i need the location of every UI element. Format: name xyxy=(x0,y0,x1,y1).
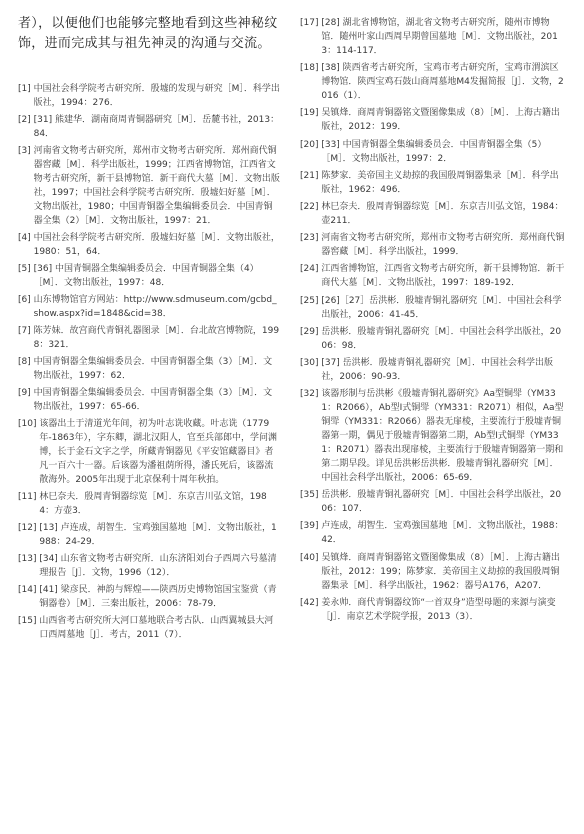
reference-entry xyxy=(18,293,280,321)
reference-text: [13] 卢连成，胡智生．宝鸡強国墓地［M］．文物出版社，1988：24-29． xyxy=(39,523,277,547)
left-column xyxy=(18,0,280,645)
reference-number: [8] xyxy=(18,357,34,367)
reference-number: [1] xyxy=(18,84,34,94)
reference-number: [3] xyxy=(18,146,34,156)
reference-entry xyxy=(18,144,280,228)
lead-paragraph: 者），以便他们也能够完整地看到这些神秘纹饰，进而完成其与祖先神灵的沟通与交流。 xyxy=(18,16,278,51)
reference-entry xyxy=(18,113,280,141)
reference-number: [32] xyxy=(300,389,322,400)
reference-number: [5] xyxy=(18,264,34,274)
reference-entry xyxy=(18,552,280,580)
reference-text: [34] 山东省文物考古研究所．山东济阳刘台子西周六号墓清理报告［J］．文物，1996（12）． xyxy=(39,554,277,578)
reference-text: 河南省文物考古研究所，郑州市文物考古研究所．郑州商代铜器窖藏［M］．科学出版社，1999；江西省博物馆，江西省文物考古研究所，新干县博物馆．新干商代大墓［M］．文物出版社，1997；中国社会科学院考古研究所．殷墟妇好墓［M］．文物出版社，1980；中国青铜器全集编辑委员会．中国青铜器全集（2）［M］．文物出版社，1997：21． xyxy=(33,146,280,226)
reference-entry xyxy=(300,61,566,103)
reference-number: [10] xyxy=(18,419,40,429)
reference-list-right xyxy=(300,16,566,624)
reference-number: [19] xyxy=(300,108,322,119)
reference-number: [14] xyxy=(18,585,40,595)
reference-number: [2] xyxy=(18,115,34,125)
reference-text: 林巳奈夫．殷周青铜器综览［M］．东京吉川弘文馆，1984：壶211． xyxy=(321,201,564,226)
reference-text: 该器形制与岳洪彬《殷墟青铜礼器研究》Aa型铜斝（YM331：R2066），Ab型Ⅰ式铜斝（YM331：R2071）相似，Aa型铜斝（YM331：R2066）器表无扉棱，主要流行于殷墟青铜器第一期，偶见于殷墟青铜器第二期，Ab型Ⅰ式铜斝（YM331：R2071）器表出现扉棱，主要流行于殷墟青铜器第一期和第二期早段。详见岳洪彬岳洪彬．殷墟青铜礼器研究［M］．中国社会科学出版社，2006：65-69． xyxy=(321,389,564,484)
reference-entry xyxy=(18,583,280,611)
reference-text: 岳洪彬．殷墟青铜礼器研究［M］．中国社会科学出版社，2006：98． xyxy=(321,326,562,351)
reference-number: [9] xyxy=(18,388,34,398)
reference-entry xyxy=(300,356,566,384)
reference-number: [11] xyxy=(18,492,40,502)
reference-entry xyxy=(300,325,566,353)
reference-text: 吴镇烽．商周青铜器铭文暨图像集成（8）［M］．上海古籍出版社，2012：199． xyxy=(321,108,560,133)
reference-entry xyxy=(300,16,566,58)
reference-number: [13] xyxy=(18,554,40,564)
reference-text: 岳洪彬．殷墟青铜礼器研究［M］．中国社会科学出版社，2006：107． xyxy=(321,490,562,515)
reference-entry xyxy=(18,417,280,487)
right-column xyxy=(300,0,566,627)
reference-number: [4] xyxy=(18,233,34,243)
reference-text: 河南省文物考古研究所，郑州市文物考古研究所．郑州商代铜器窖藏［M］．科学出版社，1999． xyxy=(321,233,565,258)
reference-number: [15] xyxy=(18,616,40,626)
reference-text: [37] 岳洪彬．殷墟青铜礼器研究［M］．中国社会科学出版社，2006：90-93． xyxy=(321,357,553,382)
reference-number: [17] xyxy=(300,18,322,28)
reference-entry xyxy=(300,519,566,547)
reference-number: [29] xyxy=(300,326,322,337)
reference-entry xyxy=(300,551,566,593)
reference-text: 中国社会科学院考古研究所．殷墟的发现与研究［M］．科学出版社，1994：276． xyxy=(33,84,280,108)
reference-entry xyxy=(18,355,280,383)
reference-text: 山西省考古研究所大河口墓地联合考古队．山西翼城县大河口西周墓地［J］．考古，2011（7）． xyxy=(39,616,274,640)
reference-text: 陈芳妹．故宫商代青铜礼器图录［M］．台北故宫博物院，1998：321． xyxy=(33,326,280,350)
reference-number: [20] xyxy=(300,139,322,150)
reference-number: [24] xyxy=(300,264,322,275)
reference-text: 吴镇烽．商周青铜器铭文暨图像集成（8）［M］．上海古籍出版社，2012：199；陈梦家．美帝国主义劫掠的我国殷周铜器集录［M］．科学出版社，1962：器号A176，A207． xyxy=(321,552,560,591)
reference-text: [31] 熊建华．湖南商周青铜器研究［M］．岳麓书社，2013：84． xyxy=(33,115,280,139)
reference-text: 卢连成，胡智生．宝鸡強国墓地［M］．文物出版社，1988：42． xyxy=(321,521,564,546)
reference-entry xyxy=(18,490,280,518)
reference-number: [12] xyxy=(18,523,40,533)
reference-entry xyxy=(300,387,566,485)
reference-number: [30] xyxy=(300,357,322,368)
reference-number: [35] xyxy=(300,490,322,501)
reference-entry xyxy=(18,231,280,259)
reference-entry xyxy=(300,294,566,322)
reference-number: [40] xyxy=(300,552,322,563)
reference-entry xyxy=(18,324,280,352)
reference-text: 姜永帅．商代青铜器纹饰“一首双身”造型母题的来源与演变［J］．南京艺术学院学报，2013（3）． xyxy=(321,597,556,622)
reference-text: [28] 湖北省博物馆，湖北省文物考古研究所，随州市博物馆．随州叶家山西周早期曾国墓地［M］．文物出版社，2013：114-117． xyxy=(321,18,558,56)
reference-entry xyxy=(300,138,566,166)
reference-number: [42] xyxy=(300,597,322,608)
reference-entry xyxy=(300,596,566,624)
reference-entry xyxy=(300,231,566,259)
reference-text: 中国青铜器全集编辑委员会．中国青铜器全集（3）［M］．文物出版社，1997：65-66． xyxy=(33,388,273,412)
reference-text: 江西省博物馆，江西省文物考古研究所，新干县博物馆．新干商代大墓［M］．文物出版社，1997：189-192． xyxy=(321,264,565,289)
reference-number: [7] xyxy=(18,326,34,336)
reference-entry xyxy=(18,262,280,290)
reference-text: 林巳奈夫．殷周青铜器综览［M］．东京吉川弘文馆，1984：方壶3． xyxy=(39,492,267,516)
reference-number: [25] xyxy=(300,295,322,306)
reference-text: 中国社会科学院考古研究所．殷墟妇好墓［M］．文物出版社，1980：51，64． xyxy=(33,233,280,257)
reference-entry xyxy=(18,386,280,414)
reference-text: [41] 梁彦民．神韵与辉煌——陕西历史博物馆国宝鉴赏（青铜器卷）［M］．三秦出版社，2006：78-79． xyxy=(39,585,277,609)
reference-entry xyxy=(300,200,566,228)
reference-text: 陈梦家．美帝国主义劫掠的我国殷周铜器集录［M］．科学出版社，1962：496． xyxy=(321,170,559,195)
reference-text: [33] 中国青铜器全集编辑委员会．中国青铜器全集（5）［M］．文物出版社，1997：2． xyxy=(321,139,547,164)
reference-number: [23] xyxy=(300,233,322,244)
reference-number: [21] xyxy=(300,170,322,181)
reference-list-left xyxy=(18,82,280,642)
reference-entry xyxy=(18,82,280,110)
reference-number: [22] xyxy=(300,201,322,212)
reference-number: [6] xyxy=(18,295,34,305)
reference-text: [26]［27］岳洪彬．殷墟青铜礼器研究［M］．中国社会科学出版社，2006：41-45． xyxy=(321,295,562,320)
reference-text: 山东博物馆官方网站：http://www.sdmuseum.com/gcbd_show.aspx?id=1848&cid=38． xyxy=(33,295,277,319)
reference-number: [39] xyxy=(300,521,322,532)
reference-entry xyxy=(300,488,566,516)
reference-text: 该器出土于清道光年间，初为叶志诜收藏。叶志诜（1779年-1863年），字东卿，湖北汉阳人，官至兵部郎中，学问渊博，长于金石文字之学，所藏青铜器见《平安馆藏器目》者凡一百六十一器。后该器为潘祖荫所得，潘氏死后，该器流散海外。2005年出现于北京保利十周年秋拍。 xyxy=(39,419,277,485)
reference-number: [18] xyxy=(300,63,322,74)
reference-text: [38] 陕西省考古研究所，宝鸡市考古研究所，宝鸡市渭滨区博物馆．陕西宝鸡石鼓山商周墓地M4发掘简报［J］．文物，2016（1）． xyxy=(321,63,564,102)
reference-text: [36] 中国青铜器全集编辑委员会．中国青铜器全集（4）［M］．文物出版社，1997：48． xyxy=(33,264,259,288)
reference-entry xyxy=(18,614,280,642)
reference-entry xyxy=(300,169,566,197)
reference-entry xyxy=(300,262,566,290)
reference-entry xyxy=(18,521,280,549)
reference-entry xyxy=(300,106,566,134)
reference-text: 中国青铜器全集编辑委员会．中国青铜器全集（3）［M］．文物出版社，1997：62． xyxy=(33,357,273,381)
